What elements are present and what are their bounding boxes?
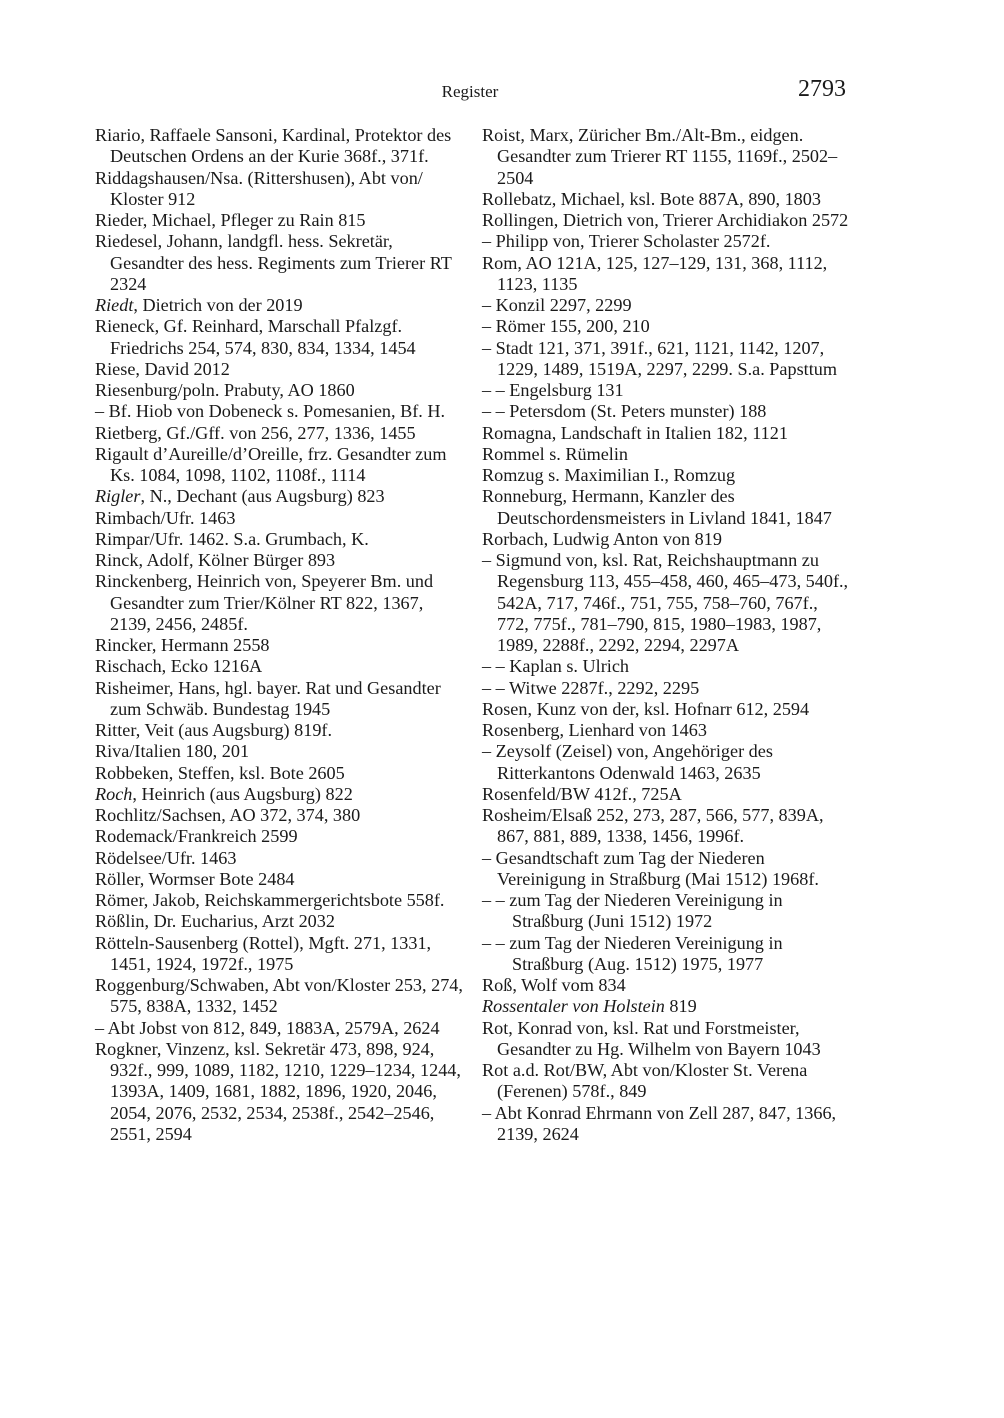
index-entry: [95, 741, 467, 762]
index-entry-text: Rosheim/Elsaß 252, 273, 287, 566, 577, 839A, 867, 881, 889, 1338, 1456, 1996f.: [482, 805, 824, 847]
index-entry: [95, 826, 467, 847]
index-entry-text: – Gesandtschaft zum Tag der Niederen Vereinigung in Straßburg (Mai 1512) 1968f.: [482, 847, 819, 889]
index-entry-text: Roist, Marx, Züricher Bm./Alt-Bm., eidgen. Gesandter zum Trierer RT 1155, 1169f., 2502–2504: [482, 125, 838, 188]
index-entry: [95, 210, 467, 231]
index-entry-text: Rinck, Adolf, Kölner Bürger 893: [95, 550, 336, 570]
index-entry: [482, 933, 854, 976]
index-entry-text: Rosenberg, Lienhard von 1463: [482, 720, 707, 740]
index-entry: [95, 911, 467, 932]
index-entry: [95, 890, 467, 911]
index-entry-text: Rochlitz/Sachsen, AO 372, 374, 380: [95, 805, 361, 825]
index-entry-text: Riese, David 2012: [95, 358, 230, 379]
index-entry: [95, 359, 467, 380]
index-entry-text: Rot, Konrad von, ksl. Rat und Forstmeister, Gesandter zu Hg. Wilhelm von Bayern 1043: [482, 1017, 821, 1059]
index-entry: [482, 423, 854, 444]
index-entry: [482, 465, 854, 486]
index-entry-text: – – zum Tag der Niederen Vereinigung in Straßburg (Juni 1512) 1972: [482, 890, 783, 932]
index-entry-text: Rollingen, Dietrich von, Trierer Archidiakon 2572: [482, 210, 849, 230]
index-entry-text: Rincker, Hermann 2558: [95, 635, 270, 655]
index-entry-text: – Abt Konrad Ehrmann von Zell 287, 847, 1366, 2139, 2624: [482, 1102, 837, 1144]
index-entry-text: Rosen, Kunz von der, ksl. Hofnarr 612, 2594: [482, 698, 810, 719]
index-entry: [482, 401, 854, 422]
index-entry-text: 819: [664, 996, 697, 1017]
index-entry-text: Rinckenberg, Heinrich von, Speyerer Bm. und Gesandter zum Trier/Kölner RT 822, 1367, 2139, 2456, 2485f.: [95, 571, 434, 634]
index-entry-text: Riddagshausen/Nsa. (Rittershusen), Abt von/ Kloster 912: [95, 167, 423, 209]
index-entry-text: Rimbach/Ufr. 1463: [95, 507, 236, 528]
index-entry-text: Riva/Italien 180, 201: [95, 741, 250, 762]
index-entry-text: Röller, Wormser Bote 2484: [95, 868, 295, 889]
index-entry: [95, 444, 467, 487]
index-entry: [482, 253, 854, 296]
index-entry: [482, 848, 854, 891]
index-entry: [95, 720, 467, 741]
index-entry-text: – – zum Tag der Niederen Vereinigung in Straßburg (Aug. 1512) 1975, 1977: [482, 932, 783, 974]
left-column: [95, 125, 467, 1145]
index-entry-text: Rollebatz, Michael, ksl. Bote 887A, 890, 1803: [482, 188, 821, 209]
index-entry: [95, 486, 467, 507]
index-entry: [95, 678, 467, 721]
index-entry-text: Roß, Wolf vom 834: [482, 975, 626, 995]
index-entry-text: Römer, Jakob, Reichskammergerichtsbote 558f.: [95, 890, 445, 910]
index-entry: [95, 380, 467, 401]
index-entry-text: Romzug s. Maximilian I., Romzug: [482, 465, 736, 485]
index-entry: [482, 444, 854, 465]
index-entry: [482, 784, 854, 805]
index-entry: [95, 784, 467, 805]
index-entry: [95, 805, 467, 826]
index-entry: [482, 805, 854, 848]
index-entry: [95, 869, 467, 890]
index-entry: [95, 295, 467, 316]
index-entry-text: , Heinrich (aus Augsburg) 822: [132, 783, 353, 804]
index-entry: [482, 656, 854, 677]
index-entry: [95, 1018, 467, 1039]
index-entry: [95, 763, 467, 784]
running-header-title: Register: [441, 82, 499, 101]
index-entry-text: Rödelsee/Ufr. 1463: [95, 847, 237, 868]
index-entry-text: Ronneburg, Hermann, Kanzler des Deutschordensmeisters in Livland 1841, 1847: [482, 486, 832, 528]
index-entry-text: Rötteln-Sausenberg (Rottel), Mgft. 271, 1331, 1451, 1924, 1972f., 1975: [95, 932, 432, 974]
index-entry-text: – – Kaplan s. Ulrich: [482, 656, 629, 677]
index-entry: [482, 380, 854, 401]
index-entry: [482, 741, 854, 784]
index-entry-text: Romagna, Landschaft in Italien 182, 1121: [482, 422, 788, 443]
index-entry: [482, 975, 854, 996]
index-entry: [482, 316, 854, 337]
index-entry-lemma: Riedt: [95, 295, 134, 315]
index-entry: [95, 401, 467, 422]
index-entry-text: Roggenburg/Schwaben, Abt von/Kloster 253, 274, 575, 838A, 1332, 1452: [95, 975, 463, 1017]
index-entry-text: – Konzil 2297, 2299: [482, 295, 632, 315]
index-entry-text: Risheimer, Hans, hgl. bayer. Rat und Gesandter zum Schwäb. Bundestag 1945: [95, 677, 441, 719]
index-entry-text: Robbeken, Steffen, ksl. Bote 2605: [95, 762, 345, 783]
index-entry-text: Rieder, Michael, Pfleger zu Rain 815: [95, 210, 366, 230]
index-entry: [95, 125, 467, 168]
index-entry-text: Rigault d’Aureille/d’Oreille, frz. Gesandter zum Ks. 1084, 1098, 1102, 1108f., 1114: [95, 443, 447, 485]
index-entry: [95, 1039, 467, 1145]
index-entry: [95, 316, 467, 359]
index-entry-text: – Philipp von, Trierer Scholaster 2572f.: [482, 231, 771, 252]
index-entry: [95, 550, 467, 571]
index-entry: [95, 848, 467, 869]
right-column: [482, 125, 854, 1145]
index-entry: [95, 975, 467, 1018]
index-entry-text: Rietberg, Gf./Gff. von 256, 277, 1336, 1455: [95, 422, 416, 443]
index-entry: [482, 1060, 854, 1103]
index-entry-text: Rot a.d. Rot/BW, Abt von/Kloster St. Verena (Ferenen) 578f., 849: [482, 1060, 808, 1102]
index-entry: [482, 720, 854, 741]
index-entry: [482, 699, 854, 720]
index-entry-text: Rimpar/Ufr. 1462. S.a. Grumbach, K.: [95, 528, 369, 549]
index-entry-text: – Sigmund von, ksl. Rat, Reichshauptmann zu Regensburg 113, 455–458, 460, 465–473, 540f., 542A, 717, 746f., 751, 755, 758–760, 767f., 772, 775f., 781–790, 815, 1980–1983, 1987, 1989, 2288f., 2292, 2294, 2297A: [482, 550, 849, 655]
index-entry: [482, 996, 854, 1017]
index-entry-text: Rommel s. Rümelin: [482, 443, 629, 464]
index-entry-lemma: Rossentaler von Holstein: [482, 996, 665, 1017]
index-entry: [95, 423, 467, 444]
index-entry: [482, 550, 854, 656]
index-entry-text: Rom, AO 121A, 125, 127–129, 131, 368, 1112, 1123, 1135: [482, 252, 828, 294]
index-entry-text: – – Engelsburg 131: [482, 380, 624, 400]
index-entry: [95, 168, 467, 211]
index-entry-text: Riario, Raffaele Sansoni, Kardinal, Protektor des Deutschen Ordens an der Kurie 368f., 371f.: [95, 125, 452, 167]
index-entry: [482, 529, 854, 550]
index-entry-text: , Dietrich von der 2019: [133, 295, 303, 315]
index-entry-text: – – Petersdom (St. Peters munster) 188: [482, 401, 767, 422]
index-entry: [95, 656, 467, 677]
index-entry-text: , N., Dechant (aus Augsburg) 823: [140, 486, 385, 507]
index-entry-text: – Bf. Hiob von Dobeneck s. Pomesanien, Bf. H.: [95, 401, 446, 422]
index-entry: [482, 189, 854, 210]
index-entry: [482, 890, 854, 933]
index-entry: [482, 678, 854, 699]
index-entry-text: – Abt Jobst von 812, 849, 1883A, 2579A, 2624: [95, 1017, 440, 1038]
index-entry-text: – Stadt 121, 371, 391f., 621, 1121, 1142, 1207, 1229, 1489, 1519A, 2297, 2299. S.a. Papsttum: [482, 337, 838, 379]
index-entry: [482, 486, 854, 529]
index-entry-text: – Römer 155, 200, 210: [482, 316, 650, 337]
index-entry: [482, 1103, 854, 1146]
index-entry: [482, 210, 854, 231]
index-entry: [95, 933, 467, 976]
index-entry-text: – Zeysolf (Zeisel) von, Angehöriger des Ritterkantons Odenwald 1463, 2635: [482, 741, 773, 783]
index-entry: [482, 231, 854, 252]
index-entry-lemma: Roch: [95, 783, 133, 804]
index-entry: [482, 338, 854, 381]
index-entry-text: Riedesel, Johann, landgfl. hess. Sekretär, Gesandter des hess. Regiments zum Trierer RT 2324: [95, 231, 452, 294]
index-entry: [95, 231, 467, 295]
index-entry: [482, 295, 854, 316]
index-entry: [482, 125, 854, 189]
index-entry-text: Rosenfeld/BW 412f., 725A: [482, 783, 682, 804]
index-entry-text: Ritter, Veit (aus Augsburg) 819f.: [95, 720, 333, 740]
index-entry-text: Rieneck, Gf. Reinhard, Marschall Pfalzgf. Friedrichs 254, 574, 830, 834, 1334, 1454: [95, 316, 416, 358]
page-number: 2793: [798, 76, 846, 102]
index-entry-text: Rischach, Ecko 1216A: [95, 656, 263, 677]
index-entry-lemma: Rigler: [95, 486, 141, 507]
index-entry: [95, 635, 467, 656]
index-entry-text: – – Witwe 2287f., 2292, 2295: [482, 677, 700, 698]
index-entry: [95, 508, 467, 529]
index-entry-text: Riesenburg/poln. Prabuty, AO 1860: [95, 380, 355, 400]
index-entry: [482, 1018, 854, 1061]
index-entry: [95, 529, 467, 550]
index-entry: [95, 571, 467, 635]
index-entry-text: Rogkner, Vinzenz, ksl. Sekretär 473, 898, 924, 932f., 999, 1089, 1182, 1210, 1229–1234, 1244, 1393A, 1409, 1681, 1882, 1896, 1920, 2046, 2054, 2076, 2532, 2534, 2538f., 2542–2546, 2551, 2594: [95, 1038, 461, 1144]
index-entry-text: Rorbach, Ludwig Anton von 819: [482, 528, 722, 549]
index-entry-text: Rodemack/Frankreich 2599: [95, 826, 298, 847]
index-entry-text: Rößlin, Dr. Eucharius, Arzt 2032: [95, 911, 335, 932]
